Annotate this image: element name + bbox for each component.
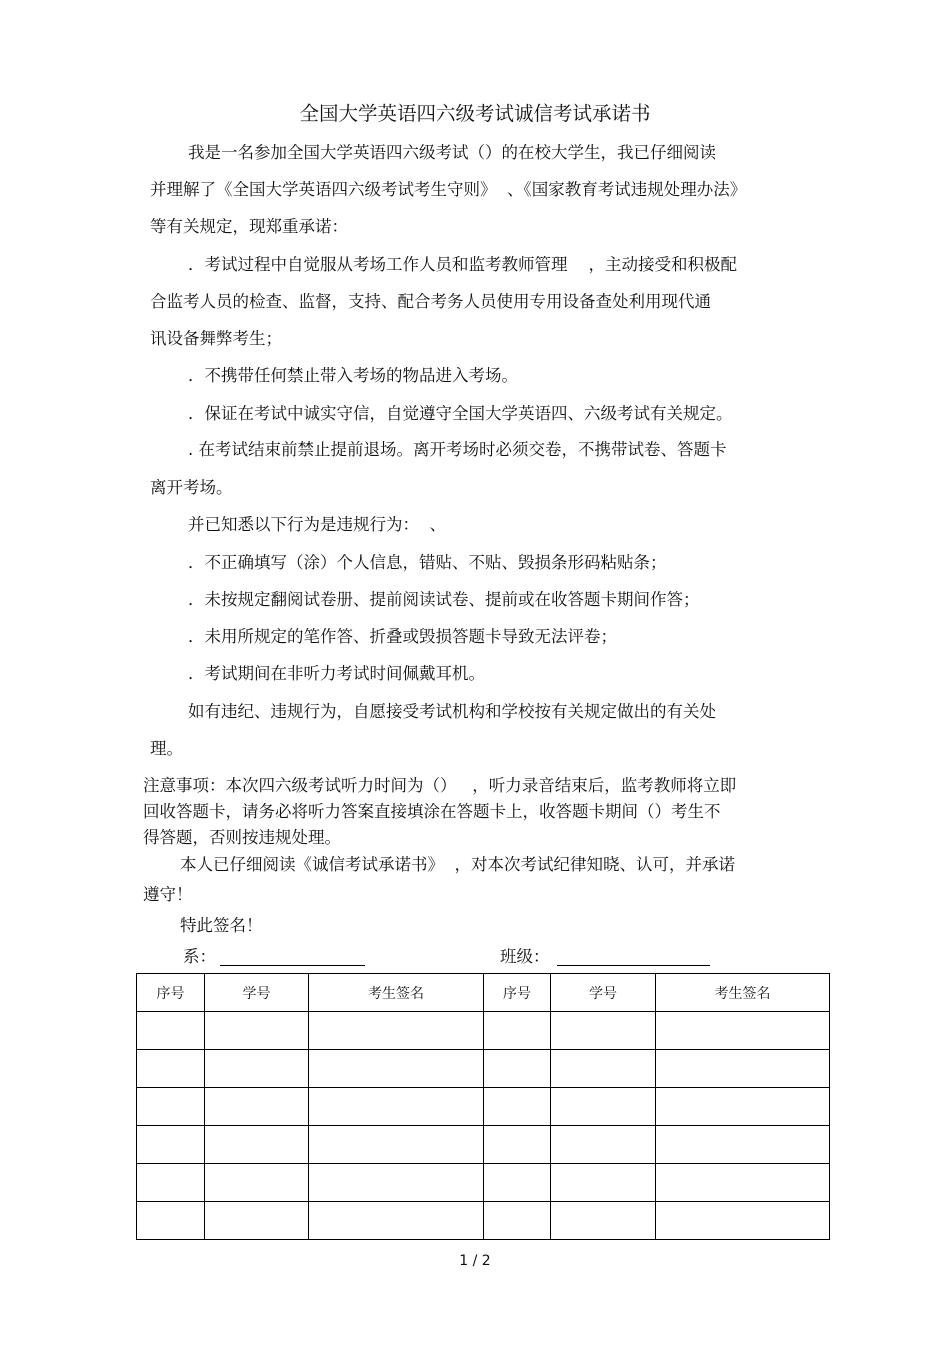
intro-line-3: 等有关规定，现郑重承诺：	[150, 217, 348, 236]
table-row	[137, 1088, 830, 1126]
table-cell[interactable]	[205, 1088, 309, 1126]
table-cell[interactable]	[484, 1088, 551, 1126]
class-label: 班级：	[500, 947, 550, 966]
table-row	[137, 1164, 830, 1202]
intro-line-1: 我是一名参加全国大学英语四六级考试（）的在校大学生，我已仔细阅读	[188, 143, 716, 162]
table-cell[interactable]	[656, 1088, 830, 1126]
table-cell[interactable]	[309, 1088, 484, 1126]
dept-field[interactable]	[220, 965, 365, 966]
violation-2: ．未按规定翻阅试卷册、提前阅读试卷、提前或在收答题卡期间作答；	[188, 590, 700, 609]
table-cell[interactable]	[309, 1050, 484, 1088]
consequence-line-1: 如有违纪、违规行为，自愿接受考试机构和学校按有关规定做出的有关处	[188, 702, 716, 721]
table-header-row	[137, 974, 830, 1012]
violation-3: ．未用所规定的笔作答、折叠或毁损答题卡导致无法评卷；	[188, 627, 617, 646]
table-cell[interactable]	[205, 1202, 309, 1240]
table-cell[interactable]	[137, 1202, 205, 1240]
table-cell[interactable]	[551, 1202, 656, 1240]
col-header-student-id: 学号	[551, 974, 656, 1012]
table-cell[interactable]	[137, 1088, 205, 1126]
document-title: 全国大学英语四六级考试诚信考试承诺书	[299, 102, 651, 125]
col-header-signature: 考生签名	[656, 974, 830, 1012]
table-cell[interactable]	[656, 1012, 830, 1050]
table-cell[interactable]	[484, 1164, 551, 1202]
table-cell[interactable]	[137, 1050, 205, 1088]
table-cell[interactable]	[484, 1050, 551, 1088]
table-cell[interactable]	[309, 1126, 484, 1164]
pledge-3: ．保证在考试中诚实守信，自觉遵守全国大学英语四、六级考试有关规定。	[188, 404, 733, 423]
pledge-1-line-2: 合监考人员的检查、监督，支持、配合考务人员使用专用设备查处利用现代通	[150, 292, 711, 311]
violation-4: ．考试期间在非听力考试时间佩戴耳机。	[188, 664, 485, 683]
notice-line-3: 得答题，否则按违规处理。	[143, 828, 341, 847]
col-header-seq: 序号	[137, 974, 205, 1012]
table-cell[interactable]	[656, 1202, 830, 1240]
sign-statement: 特此签名！	[180, 916, 263, 935]
table-cell[interactable]	[551, 1164, 656, 1202]
dept-label: 系：	[183, 947, 216, 966]
col-header-signature: 考生签名	[309, 974, 484, 1012]
acknowledge-line-2: 遵守！	[143, 885, 193, 904]
table-cell[interactable]	[551, 1126, 656, 1164]
table-row	[137, 1126, 830, 1164]
acknowledge-line-1: 本人已仔细阅读《诚信考试承诺书》 ，对本次考试纪律知晓、认可，并承诺	[180, 855, 735, 874]
table-cell[interactable]	[656, 1164, 830, 1202]
pledge-1-line-1: ．考试过程中自觉服从考场工作人员和监考教师管理 ，主动接受和积极配	[188, 255, 737, 274]
table-cell[interactable]	[484, 1012, 551, 1050]
table-cell[interactable]	[656, 1126, 830, 1164]
table-cell[interactable]	[137, 1126, 205, 1164]
pledge-4-line-1: . 在考试结束前禁止提前退场。离开考场时必须交卷，不携带试卷、答题卡	[188, 440, 727, 459]
signature-table	[136, 973, 830, 1240]
col-header-student-id: 学号	[205, 974, 309, 1012]
table-cell[interactable]	[551, 1088, 656, 1126]
table-cell[interactable]	[551, 1050, 656, 1088]
table-cell[interactable]	[205, 1164, 309, 1202]
table-cell[interactable]	[137, 1164, 205, 1202]
table-cell[interactable]	[309, 1202, 484, 1240]
table-cell[interactable]	[137, 1012, 205, 1050]
table-cell[interactable]	[205, 1050, 309, 1088]
pledge-4-line-2: 离开考场。	[150, 478, 233, 497]
table-cell[interactable]	[484, 1202, 551, 1240]
table-cell[interactable]	[309, 1164, 484, 1202]
consequence-line-2: 理。	[150, 739, 183, 758]
pledge-1-line-3: 讯设备舞弊考生；	[150, 329, 282, 348]
notice-line-2: 回收答题卡，请务必将听力答案直接填涂在答题卡上，收答题卡期间（）考生不	[143, 802, 721, 821]
table-cell[interactable]	[656, 1050, 830, 1088]
intro-line-2: 并理解了《全国大学英语四六级考试考生守则》 、《国家教育考试违规处理办法》	[150, 180, 747, 199]
notice-line-1: 注意事项：本次四六级考试听力时间为（） ，听力录音结束后，监考教师将立即	[143, 776, 737, 795]
violation-1: ．不正确填写（涂）个人信息，错贴、不贴、毁损条形码粘贴条；	[188, 553, 667, 572]
class-field[interactable]	[557, 965, 710, 966]
table-cell[interactable]	[205, 1126, 309, 1164]
table-row	[137, 1202, 830, 1240]
table-row	[137, 1012, 830, 1050]
pledge-2: ．不携带任何禁止带入考场的物品进入考场。	[188, 366, 518, 385]
table-cell[interactable]	[309, 1012, 484, 1050]
col-header-seq: 序号	[484, 974, 551, 1012]
table-cell[interactable]	[484, 1126, 551, 1164]
page-number: 1 / 2	[459, 1253, 491, 1269]
table-row	[137, 1050, 830, 1088]
table-cell[interactable]	[551, 1012, 656, 1050]
table-cell[interactable]	[205, 1012, 309, 1050]
violations-intro: 并已知悉以下行为是违规行为： 、	[188, 515, 446, 534]
